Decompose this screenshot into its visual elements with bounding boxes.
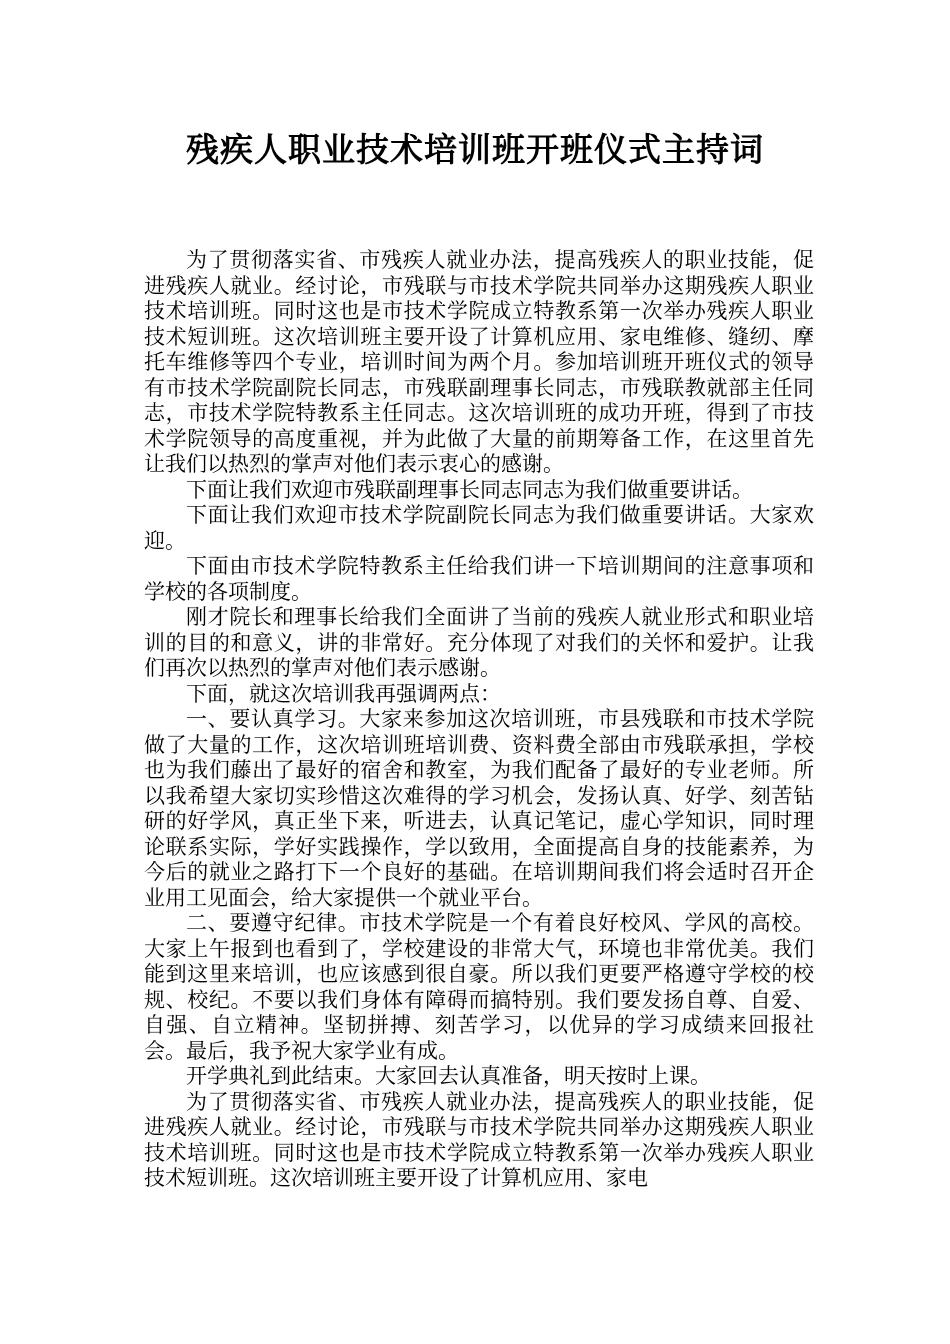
paragraph-2: 下面让我们欢迎市残联副理事长同志同志为我们做重要讲话。 <box>186 477 753 502</box>
paragraph-5: 刚才院长和理事长给我们全面讲了当前的残疾人就业形式和职业培训的目的和意义，讲的非常好。充分体现了对我们的关怀和爱护。让我们再次以热烈的掌声对他们表示感谢。 <box>144 605 814 680</box>
paragraph-8: 二、要遵守纪律。市技术学院是一个有着良好校风、学风的高校。大家上午报到也看到了，学校建设的非常大气，环境也非常优美。我们能到这里来培训，也应该感到很自豪。所以我们更要严格遵守学校的校规、校纪。不要以我们身体有障碍而搞特别。我们要发扬自尊、自爱、自强、自立精神。坚韧拼搏、刻苦学习，以优异的学习成绩来回报社会。最后，我予祝大家学业有成。 <box>144 911 814 1063</box>
paragraph-7: 一、要认真学习。大家来参加这次培训班，市县残联和市技术学院做了大量的工作，这次培训班培训费、资料费全部由市残联承担，学校也为我们藤出了最好的宿舍和教室，为我们配备了最好的专业老师。所以我希望大家切实珍惜这次难得的学习机会，发扬认真、好学、刻苦钻研的好学风，真正坐下来，听进去，认真记笔记，虚心学知识，同时理论联系实际，学好实践操作，学以致用，全面提高自身的技能素养，为今后的就业之路打下一个良好的基础。在培训期间我们将会适时召开企业用工见面会，给大家提供一个就业平台。 <box>144 707 814 910</box>
paragraph-9: 开学典礼到此结束。大家回去认真准备，明天按时上课。 <box>186 1064 711 1088</box>
paragraph-1: 为了贯彻落实省、市残疾人就业办法，提高残疾人的职业技能，促进残疾人就业。经讨论，市残联与市技术学院共同举办这期残疾人职业技术培训班。同时这也是市技术学院成立特教系第一次举办残疾人职业技术短训班。这次培训班主要开设了计算机应用、家电维修、缝纫、摩托车维修等四个专业，培训时间为两个月。参加培训班开班仪式的领导有市技术学院副院长同志，市残联副理事长同志，市残联教就部主任同志，市技术学院特教系主任同志。这次培训班的成功开班，得到了市技术学院领导的高度重视，并为此做了大量的前期筹备工作，在这里首先让我们以热烈的掌声对他们表示衷心的感谢。 <box>144 248 814 476</box>
paragraph-6: 下面，就这次培训我再强调两点： <box>186 681 501 706</box>
paragraph-3: 下面让我们欢迎市技术学院副院长同志为我们做重要讲话。大家欢迎。 <box>144 503 814 553</box>
document-title: 残疾人职业技术培训班开班仪式主持词 <box>186 130 764 169</box>
document-body <box>144 248 814 1192</box>
paragraph-10: 为了贯彻落实省、市残疾人就业办法，提高残疾人的职业技能，促进残疾人就业。经讨论，市残联与市技术学院共同举办这期残疾人职业技术培训班。同时这也是市技术学院成立特教系第一次举办残疾人职业技术短训班。这次培训班主要开设了计算机应用、家电 <box>144 1089 814 1190</box>
paragraph-4: 下面由市技术学院特教系主任给我们讲一下培训期间的注意事项和学校的各项制度。 <box>144 554 814 604</box>
